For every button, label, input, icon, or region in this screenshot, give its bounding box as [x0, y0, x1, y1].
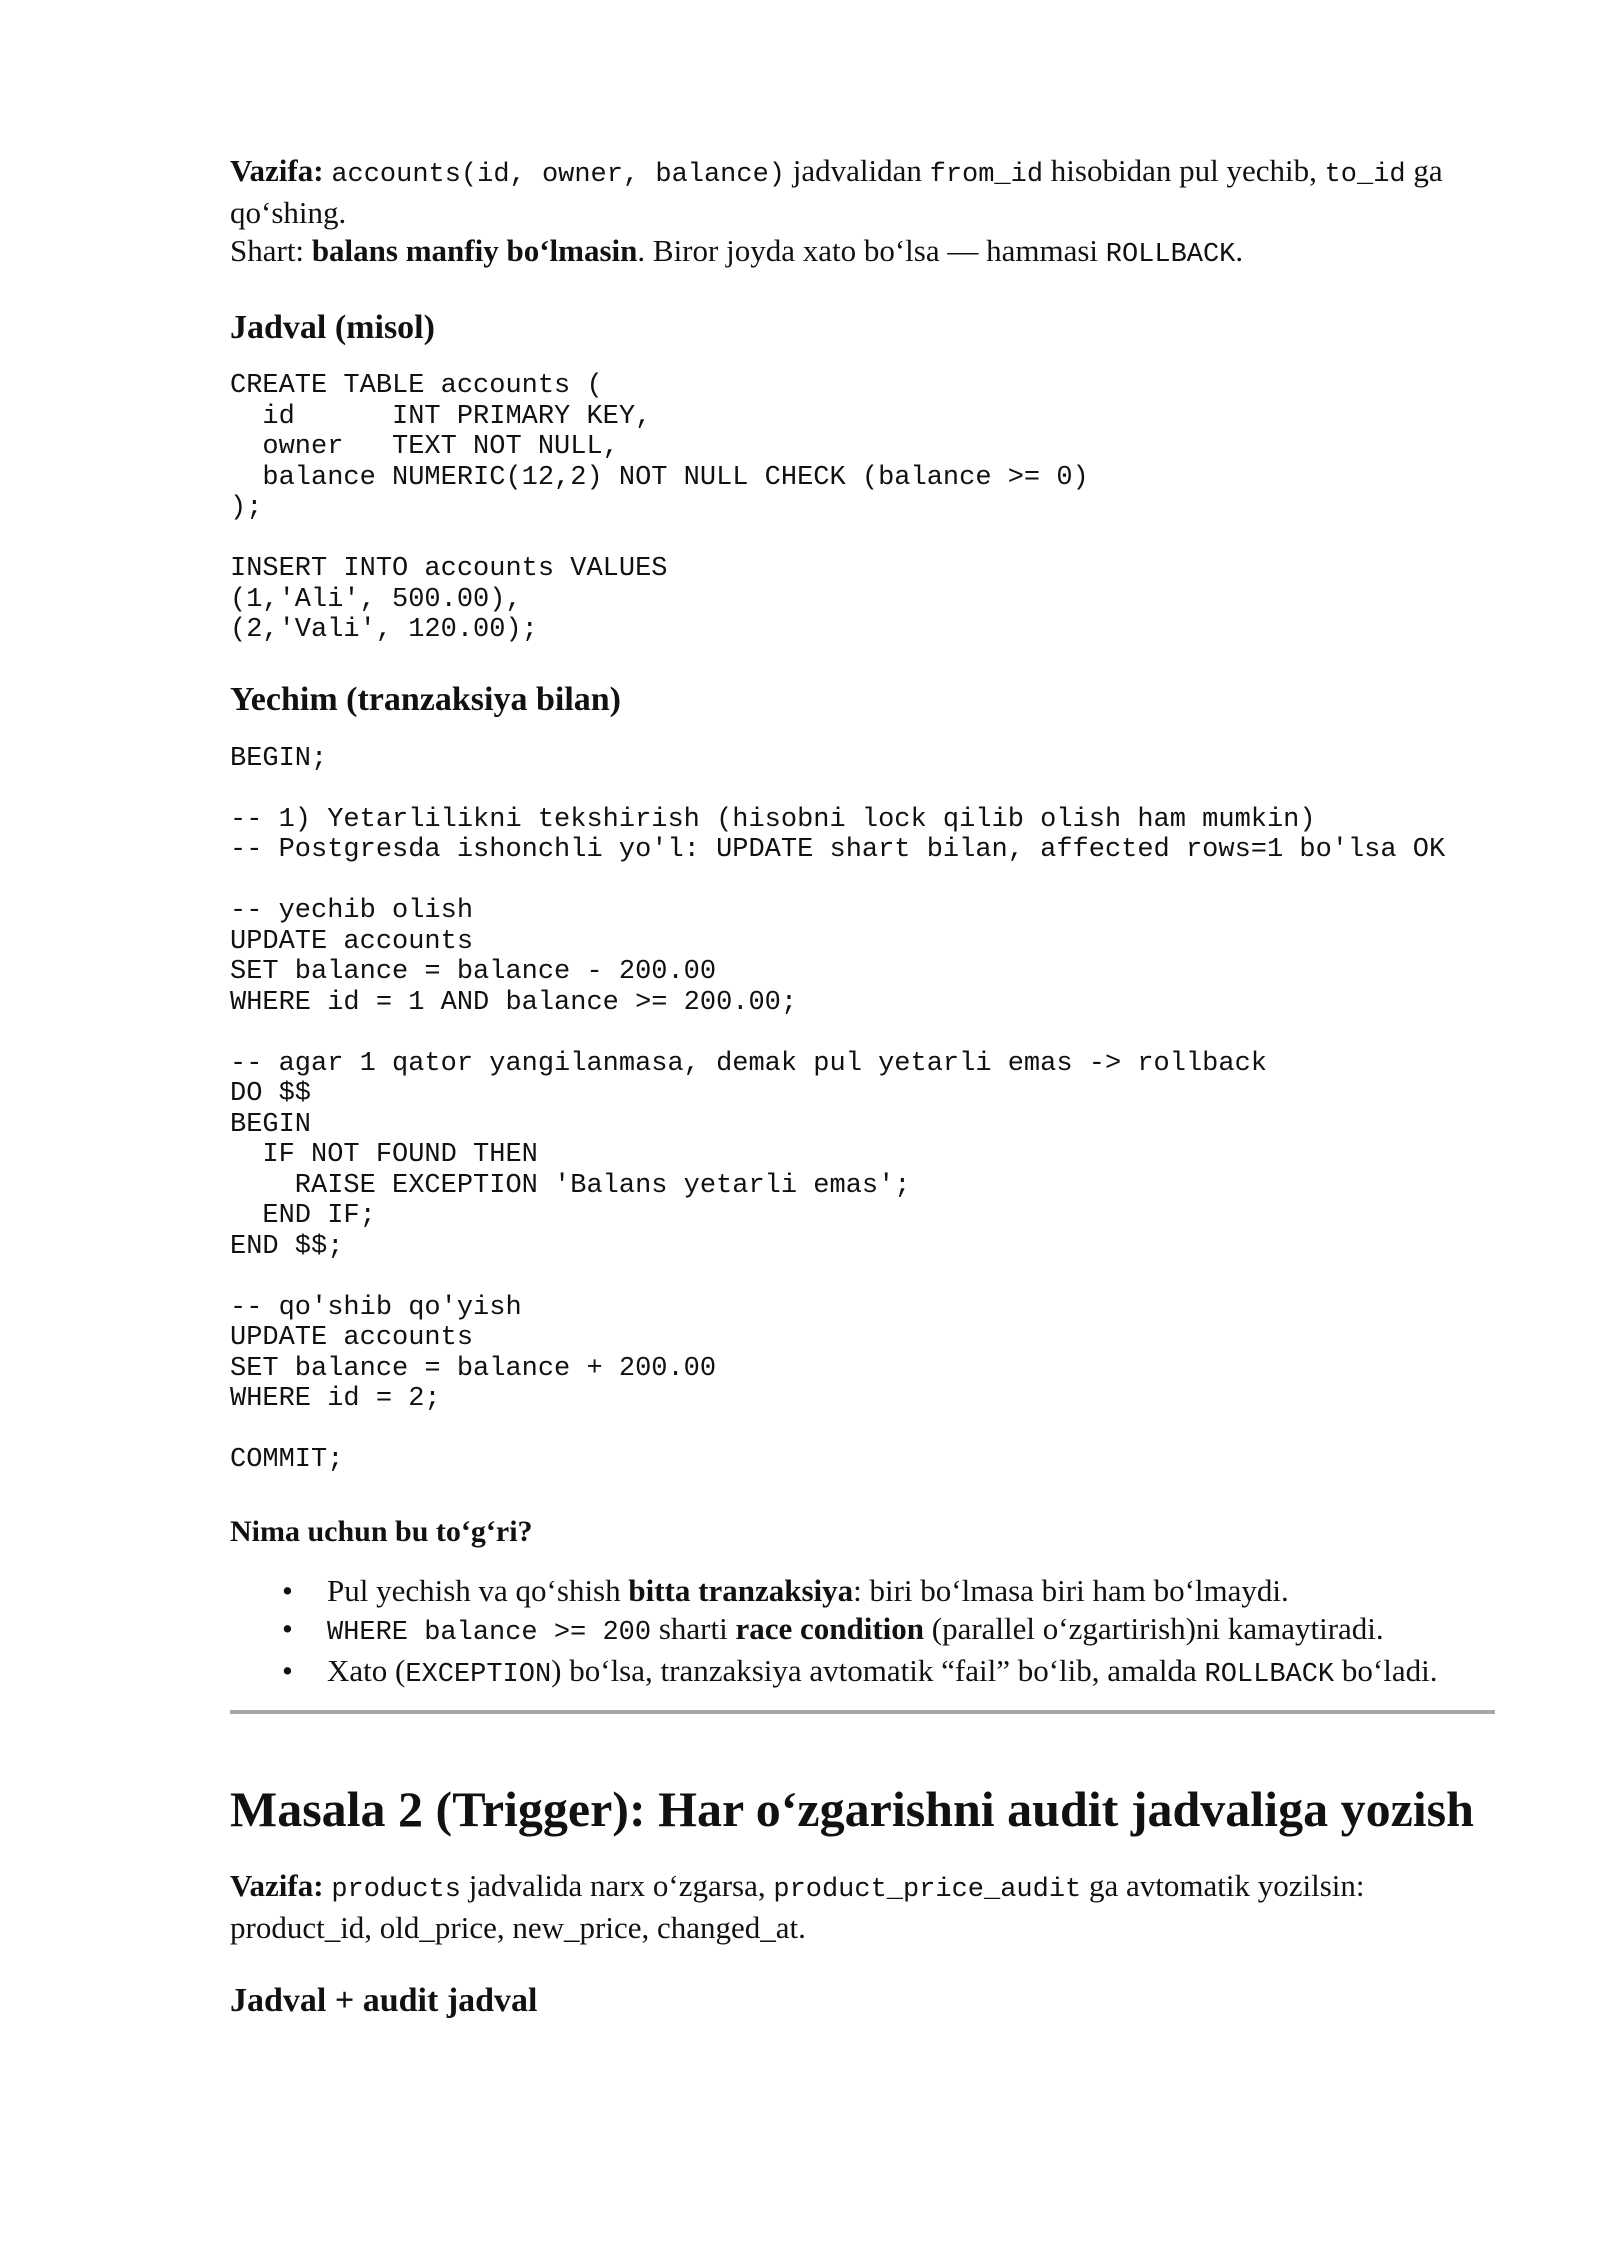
text-run: : biri bo‘lmasa biri ham bo‘lmaydi. — [853, 1572, 1289, 1608]
condition-label: Shart: — [230, 233, 312, 268]
task2-description — [230, 1867, 1495, 1947]
inline-code: EXCEPTION — [405, 1659, 552, 1690]
text-run: ) bo‘lsa, tranzaksiya avtomatik “fail” bo‘lib, amalda — [551, 1652, 1205, 1688]
why-list — [230, 1572, 1495, 1694]
vazifa-label: Vazifa: — [230, 1867, 324, 1903]
text-run: bo‘ladi. — [1334, 1652, 1438, 1688]
emphasis: race condition — [735, 1610, 924, 1646]
inline-code: ROLLBACK — [1204, 1659, 1335, 1690]
vazifa-label: Vazifa: — [230, 153, 324, 188]
list-item — [230, 1572, 1495, 1610]
inline-code: WHERE balance >= 200 — [327, 1617, 652, 1648]
text-run: Xato ( — [327, 1652, 406, 1688]
condition-emphasis: balans manfiy bo‘lmasin — [311, 233, 638, 268]
inline-code: to_id — [1324, 160, 1406, 190]
text-run: hisobidan pul yechib, — [1043, 153, 1325, 188]
list-item — [230, 1652, 1495, 1694]
section-heading-table-example: Jadval (misol) — [230, 309, 435, 346]
bullet-icon: • — [282, 1610, 293, 1646]
inline-code: accounts(id, owner, balance) — [331, 160, 785, 190]
bullet-icon: • — [282, 1572, 293, 1608]
task-condition — [230, 232, 1495, 274]
horizontal-divider — [230, 1710, 1495, 1714]
section-heading-solution: Yechim (tranzaksiya bilan) — [230, 680, 621, 718]
task-description — [230, 152, 1495, 232]
section-heading-why: Nima uchun bu to‘g‘ri? — [230, 1514, 533, 1548]
inline-code: product_price_audit — [773, 1874, 1082, 1905]
text-run: sharti — [651, 1610, 736, 1646]
text-run: . — [1235, 233, 1244, 268]
list-item — [230, 1610, 1495, 1652]
bullet-icon: • — [282, 1652, 293, 1688]
text-run: Pul yechish va qo‘shish — [327, 1572, 629, 1608]
section-heading-task2: Masala 2 (Trigger): Har o‘zgarishni audit jadvaliga yozish — [230, 1780, 1474, 1837]
text-run: ga qo‘shing. — [230, 153, 1443, 230]
code-block-transaction: BEGIN; -- 1) Yetarlilikni tekshirish (hisobni lock qilib olish ham mumkin) -- Postgresda ishonchli yo'l: UPDATE shart bilan, affected rows=1 bo'lsa OK -- yechib olish UPDATE accounts SET balance = balance - 200.00 WHERE id = 1 AND balance >= 200.00; -- agar 1 qator yangilanmasa, demak pul yetarli emas -> rollback DO $$ BEGIN IF NOT FOUND THEN RAISE EXCEPTION 'Balans yetarli emas'; END IF; END $$; -- qo'shib qo'yish UPDATE accounts SET balance = balance + 200.00 WHERE id = 2; COMMIT; — [230, 743, 1446, 1475]
inline-code: products — [331, 1874, 461, 1905]
inline-code: from_id — [929, 160, 1044, 190]
inline-code: ROLLBACK — [1105, 240, 1236, 270]
section-heading-audit-table: Jadval + audit jadval — [230, 1981, 538, 2019]
emphasis: bitta tranzaksiya — [628, 1572, 854, 1608]
text-run: jadvalida narx o‘zgarsa, — [460, 1867, 774, 1903]
text-run: ga avtomatik yozilsin: product_id, old_price, new_price, changed_at. — [230, 1867, 1365, 1945]
document-page — [230, 150, 1495, 2021]
code-block-create-table: CREATE TABLE accounts ( id INT PRIMARY KEY, owner TEXT NOT NULL, balance NUMERIC(12,2) NOT NULL CHECK (balance >= 0) ); INSERT INTO accounts VALUES (1,'Ali', 500.00), (2,'Vali', 120.00); — [230, 371, 1089, 645]
text-run: (parallel o‘zgartirish)ni kamaytiradi. — [924, 1610, 1384, 1646]
task-intro — [230, 152, 1495, 274]
text-run: jadvalidan — [785, 153, 930, 188]
text-run: . Biror joyda xato bo‘lsa — hammasi — [637, 233, 1106, 268]
